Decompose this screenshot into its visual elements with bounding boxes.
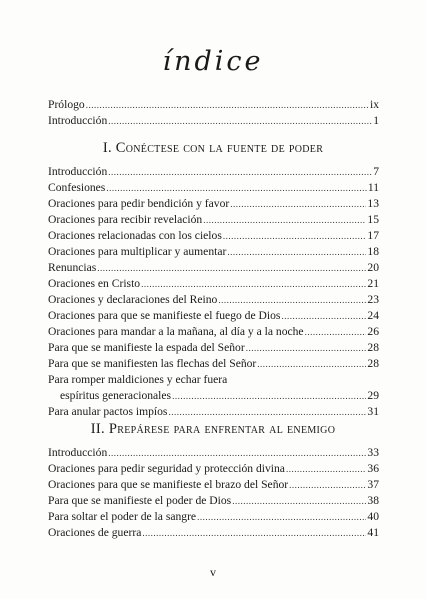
toc-entry-page: 37	[367, 478, 379, 491]
toc-section-1	[48, 164, 379, 420]
leader-dots	[108, 113, 372, 129]
toc-entry-page: 13	[367, 197, 379, 210]
toc-entry-page: 17	[367, 229, 379, 242]
toc-entry-label: Oraciones en Cristo	[48, 277, 141, 290]
toc-entry[interactable]	[48, 340, 379, 356]
toc-entry[interactable]	[48, 180, 379, 196]
leader-dots	[227, 244, 366, 260]
leader-dots	[257, 356, 366, 372]
leader-dots	[106, 180, 367, 196]
toc-entry[interactable]	[48, 445, 379, 461]
toc-entry[interactable]	[48, 292, 379, 308]
toc-entry-label: espíritus generacionales	[60, 389, 172, 402]
toc-entry-multiline-line2[interactable]	[48, 388, 379, 404]
toc-entry-multiline-line1[interactable]	[48, 372, 379, 388]
toc-entry[interactable]	[48, 308, 379, 324]
toc-entry-page: 20	[367, 261, 379, 274]
toc-entry-label: Oraciones relacionadas con los cielos	[48, 229, 222, 242]
leader-dots	[230, 196, 366, 212]
toc-entry-label: Introducción	[48, 446, 108, 459]
toc-entry[interactable]	[48, 260, 379, 276]
toc-entry[interactable]	[48, 356, 379, 372]
toc-entry-page: 1	[373, 114, 379, 127]
toc-entry-page: 41	[367, 526, 379, 539]
toc-entry-label: Para que se manifieste la espada del Señor	[48, 341, 245, 354]
leader-dots	[289, 477, 366, 493]
toc-entry[interactable]	[48, 228, 379, 244]
toc-entry-label: Oraciones para que se manifieste el fuego de Dios	[48, 309, 281, 322]
toc-entry-label: Confesiones	[48, 181, 106, 194]
toc-entry-page: 28	[367, 357, 379, 370]
toc-entry-page: ix	[369, 98, 379, 111]
leader-dots	[218, 292, 366, 308]
leader-dots	[108, 164, 372, 180]
toc-entry-label: Oraciones de guerra	[48, 526, 142, 539]
leader-dots	[97, 260, 366, 276]
leader-dots	[286, 461, 366, 477]
toc-entry-label: Para anular pactos impíos	[48, 405, 168, 418]
toc-entry-page: 26	[367, 325, 379, 338]
toc-entry[interactable]	[48, 493, 379, 509]
toc-entry[interactable]	[48, 477, 379, 493]
toc-entry-label: Oraciones para que se manifieste el brazo del Señor	[48, 478, 289, 491]
leader-dots	[246, 340, 367, 356]
section-heading: II. Prepárese para enfrentar al enemigo	[90, 421, 336, 437]
leader-dots	[281, 308, 366, 324]
page-title: índice	[162, 46, 264, 78]
toc-section-2	[48, 445, 379, 541]
toc-entry-page: 24	[367, 309, 379, 322]
leader-dots	[142, 525, 366, 541]
toc-entry-page: 18	[367, 245, 379, 258]
toc-entry[interactable]	[48, 509, 379, 525]
toc-entry[interactable]	[48, 164, 379, 180]
leader-dots	[168, 404, 366, 420]
toc-entry[interactable]	[48, 244, 379, 260]
toc-entry-label: Renuncias	[48, 261, 97, 274]
toc-entry-label: Para que se manifieste el poder de Dios	[48, 494, 232, 507]
toc-entry-label: Oraciones para recibir revelación	[48, 213, 203, 226]
toc-entry-page: 7	[373, 165, 379, 178]
section-heading: I. Conéctese con la fuente de poder	[102, 140, 324, 156]
toc-entry[interactable]	[48, 525, 379, 541]
toc-entry[interactable]	[48, 276, 379, 292]
toc-entry-label: Oraciones para pedir seguridad y protección divina	[48, 462, 285, 475]
leader-dots	[108, 445, 366, 461]
toc-entry-label: Oraciones y declaraciones del Reino	[48, 293, 218, 306]
toc-entry-page: 40	[367, 510, 379, 523]
page-number: v	[210, 565, 216, 579]
leader-dots	[203, 212, 366, 228]
toc-entry-label: Introducción	[48, 114, 108, 127]
toc-entry-page: 15	[367, 213, 379, 226]
toc-entry-page: 31	[367, 405, 379, 418]
toc-entry-label: Oraciones para pedir bendición y favor	[48, 197, 230, 210]
toc-entry[interactable]	[48, 404, 379, 420]
leader-dots	[86, 97, 369, 113]
leader-dots	[172, 388, 366, 404]
toc-entry-label: Oraciones para mandar a la mañana, al día y a la noche	[48, 325, 304, 338]
toc-entry-page: 29	[367, 389, 379, 402]
toc-entry-label: Prólogo	[48, 98, 85, 111]
toc-entry-page: 33	[367, 446, 379, 459]
leader-dots	[197, 509, 366, 525]
toc-entry-page: 11	[367, 181, 379, 194]
leader-dots	[232, 493, 366, 509]
toc-entry[interactable]	[48, 461, 379, 477]
toc-entry[interactable]	[48, 324, 379, 340]
toc-entry-page: 28	[367, 341, 379, 354]
toc-entry-label: Para romper maldiciones y echar fuera	[48, 373, 228, 386]
leader-dots	[141, 276, 366, 292]
toc-entry-label: Para soltar el poder de la sangre	[48, 510, 197, 523]
toc-entry-page: 23	[367, 293, 379, 306]
toc-front-matter	[48, 97, 379, 129]
toc-entry-label: Oraciones para multiplicar y aumentar	[48, 245, 227, 258]
toc-entry[interactable]	[48, 97, 379, 113]
leader-dots	[223, 228, 367, 244]
toc-entry-label: Para que se manifiesten las flechas del Señor	[48, 357, 257, 370]
toc-entry[interactable]	[48, 113, 379, 129]
toc-entry-page: 38	[367, 494, 379, 507]
toc-entry[interactable]	[48, 196, 379, 212]
toc-entry-label: Introducción	[48, 165, 108, 178]
leader-dots	[305, 324, 367, 340]
toc-entry-page: 21	[367, 277, 379, 290]
toc-entry[interactable]	[48, 212, 379, 228]
toc-entry-page: 36	[367, 462, 379, 475]
